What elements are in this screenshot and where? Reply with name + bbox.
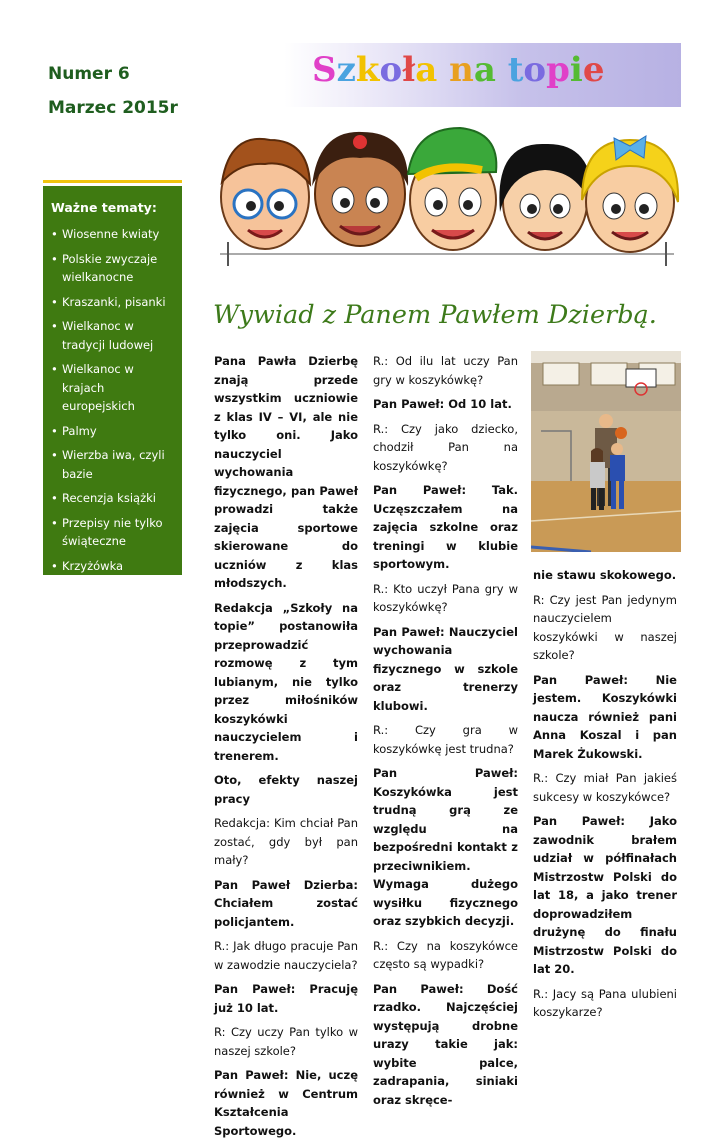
article-answer: Pan Paweł: Dość rzadko. Najczęściej występują drobne urazy takie jak: wybite palce, zadrapania, siniaki oraz skręce- [373, 981, 518, 1107]
kid-face-5 [582, 136, 678, 252]
article-question: R.: Czy na koszykówce często są wypadki? [373, 938, 518, 971]
article-question: R.: Czy miał Pan jakieś sukcesy w koszykówce? [533, 771, 677, 804]
article-answer: Pan Paweł: Nauczyciel wychowania fizycznego w szkole oraz trenerzy klubowi. [373, 624, 518, 713]
sidebar-accent-line [43, 180, 182, 183]
important-topics-box [43, 186, 182, 575]
article-answer: Oto, efekty naszej pracy [214, 773, 358, 806]
topic-item: • Wielkanoc w krajach europejskich [51, 360, 176, 416]
article-question: R.: Od ilu lat uczy Pan gry w koszykówkę? [373, 354, 518, 387]
title-letter: k [355, 50, 380, 90]
title-letter: a [473, 50, 496, 90]
article-answer: Pan Paweł Dzierba: Chciałem zostać policjantem. [214, 877, 358, 929]
article-headline: Wywiad z Panem Pawłem Dzierbą. [213, 300, 657, 330]
article-column-3 [533, 566, 677, 1028]
title-letter [496, 50, 508, 90]
topic-item: • Polskie zwyczaje wielkanocne [51, 250, 176, 287]
article-question: Redakcja: Kim chciał Pan zostać, gdy był pan mały? [214, 816, 358, 867]
article-question: R.: Jak długo pracuje Pan w zawodzie nauczyciela? [214, 939, 358, 972]
topic-item: • Wiosenne kwiaty [51, 225, 176, 244]
article-answer: Pan Paweł: Od 10 lat. [373, 397, 512, 411]
topic-item: • Palmy [51, 422, 176, 441]
article-answer: Pan Paweł: Jako zawodnik brałem udział w półfinałach Mistrzostw Polski do lat 18, a jako trener doprowadziłem drużynę do finału Mistrzostw Polski do lat 20. [533, 814, 677, 976]
newspaper-title [312, 50, 604, 90]
gym-photo [531, 351, 681, 552]
sidebar-heading: Ważne tematy: [51, 200, 157, 215]
article-answer: Pan Paweł: Nie jestem. Koszykówki naucza również pani Anna Koszal i pan Marek Żukowski. [533, 672, 677, 761]
article-question: R.: Jacy są Pana ulubieni koszykarze? [533, 986, 677, 1019]
title-letter [437, 50, 449, 90]
topic-item: • Kraszanki, pisanki [51, 293, 176, 312]
topics-list [51, 225, 176, 575]
title-letter: n [449, 50, 474, 90]
article-question: R.: Czy jako dziecko, chodził Pan na koszykówkę? [373, 421, 518, 473]
article-column-2 [373, 352, 518, 1115]
article-answer: Pan Paweł: Tak. Uczęszczałem na zajęcia szkolne oraz treningi w klubie sportowym. [373, 483, 518, 571]
title-letter: e [582, 50, 605, 90]
topic-item: • Wierzba iwa, czyli bazie [51, 446, 176, 483]
topic-item: • Przepisy nie tylko świąteczne [51, 514, 176, 551]
title-letter: a [415, 50, 438, 90]
article-question: R: Czy uczy Pan tylko w naszej szkole? [214, 1025, 358, 1058]
article-answer: Pana Pawła Dzierbę znają przede wszystkim uczniowie z klas IV – VI, ale nie tylko oni. Jako nauczyciel wychowania fizycznego, pan Paweł prowadzi także zajęcia sportowe skierowane do uczniów z klas młodszych. [214, 354, 358, 590]
article-answer: Pan Paweł: Koszykówka jest trudną grą ze względu na bezpośredni kontakt z przeciwnikiem. Wymaga dużego wysiłku fizycznego oraz szybkich decyzji. [373, 766, 518, 928]
topic-item: • Recenzja książki [51, 489, 176, 508]
title-letter: p [546, 50, 570, 90]
article-answer: Pan Paweł: Nie, uczę również w Centrum Kształcenia Sportowego. [214, 1068, 358, 1138]
topic-item: • Wielkanoc w tradycji ludowej [51, 317, 176, 354]
title-letter: z [336, 50, 356, 90]
issue-number: Numer 6 [48, 64, 130, 84]
title-letter: ł [402, 50, 416, 90]
article-answer: Pan Paweł: Pracuję już 10 lat. [214, 982, 358, 1015]
article-column-1 [214, 352, 358, 1146]
title-letter: o [523, 50, 547, 90]
topic-item: • Krzyżówka [51, 557, 176, 576]
article-question: R.: Kto uczył Pana gry w koszykówkę? [373, 581, 518, 614]
title-letter: S [312, 50, 337, 90]
article-question: R.: Czy gra w koszykówkę jest trudna? [373, 723, 518, 756]
title-letter: i [569, 50, 583, 90]
issue-date: Marzec 2015r [48, 98, 178, 118]
article-answer: Redakcja „Szkoły na topie” postanowiła przeprowadzić rozmowę z tym lubianym, nie tylko przez miłośników koszykówki nauczycielem i trenerem. [214, 600, 358, 763]
kid-face-4 [499, 144, 592, 250]
article-answer: nie stawu skokowego. [533, 568, 677, 582]
cartoon-kids-illustration [210, 122, 684, 270]
kid-face-2 [312, 132, 408, 246]
article-question: R: Czy jest Pan jedynym nauczycielem koszykówki w naszej szkole? [533, 592, 677, 662]
kid-face-1 [221, 139, 310, 249]
title-letter: t [507, 50, 524, 90]
title-letter: o [379, 50, 403, 90]
kid-face-3 [408, 128, 496, 250]
